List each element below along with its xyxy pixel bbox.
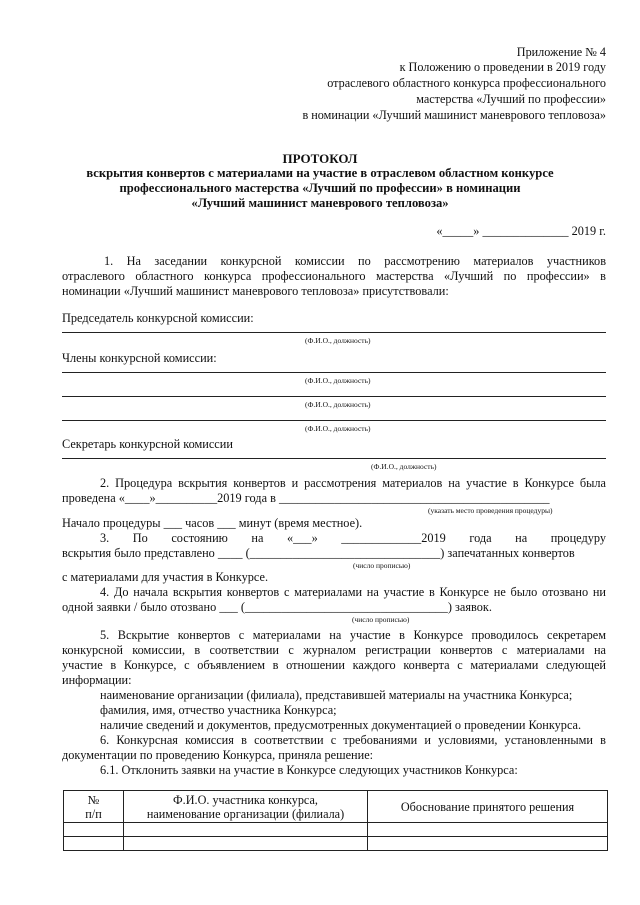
p4-line-2: одной заявки / было отозвано ___ (_________________________________) заявок. [62, 600, 492, 614]
p6-line-3: 6.1. Отклонить заявки на участие в Конкурсе следующих участников Конкурса: [100, 763, 518, 777]
table-row [64, 837, 608, 851]
header-justification: Обоснование принятого решения [368, 791, 608, 823]
p5-item-documents: наличие сведений и документов, предусмотренных документацией о проведении Конкурса. [100, 718, 582, 732]
table-row [64, 823, 608, 837]
p5-line-4: информации: [62, 673, 132, 687]
p2-line-2: проведена «____»__________2019 года в ____________________________________________ [62, 491, 550, 505]
chair-caption: (Ф.И.О., должность) [305, 336, 371, 345]
member-caption-2: (Ф.И.О., должность) [305, 400, 371, 409]
p6-line-1: 6. Конкурсная комиссия в соответствии с требованиями и условиями, установленными в [100, 733, 606, 747]
member-line-3 [62, 420, 606, 421]
p3-line-1: 3. По состоянию на «___» _____________2019 года на процедуру [100, 531, 606, 545]
members-label: Члены конкурсной комиссии: [62, 351, 217, 365]
p5-line-2: конкурсной комиссии, в соответствии с журналом регистрации конвертов с материалами на [62, 643, 606, 657]
appendix-regulation: к Положению о проведении в 2019 году [399, 60, 606, 74]
header-number-pp: п/п [85, 806, 102, 821]
table-cell[interactable] [64, 837, 124, 851]
document-subtitle-1: вскрытия конвертов с материалами на участие в отраслевом областном конкурсе [86, 166, 554, 180]
member-line-1 [62, 372, 606, 373]
chair-label: Председатель конкурсной комиссии: [62, 311, 254, 325]
header-participant-line1: Ф.И.О. участника конкурса, [173, 792, 318, 807]
member-line-2 [62, 396, 606, 397]
document-title: ПРОТОКОЛ [282, 151, 358, 166]
p4-line-1: 4. До начала вскрытия конвертов с материалами на участие в Конкурсе не было отозвано ни [100, 585, 606, 599]
p1-line-2: отраслевого областного конкурса профессионального мастерства «Лучший по профессии» в [62, 269, 606, 283]
secretary-label: Секретарь конкурсной комиссии [62, 437, 233, 451]
document-subtitle-3: «Лучший машинист маневрового тепловоза» [191, 196, 449, 210]
table-cell[interactable] [124, 823, 368, 837]
p1-line-1: 1. На заседании конкурсной комиссии по рассмотрению материалов участников [104, 254, 606, 268]
header-participant-line2: наименование организации (филиала) [146, 806, 345, 821]
table-cell[interactable] [64, 823, 124, 837]
p5-item-full-name: фамилия, имя, отчество участника Конкурса; [100, 703, 337, 717]
p3-line-2: вскрытия было представлено ____ (_______________________________) запечатанных конвертов [62, 546, 575, 560]
document-subtitle-2: профессионального мастерства «Лучший по профессии» в номинации [119, 181, 521, 195]
secretary-line [62, 458, 606, 459]
table-header-row [64, 791, 608, 823]
p5-line-1: 5. Вскрытие конвертов с материалами на участие в Конкурсе проводилось секретарем [100, 628, 606, 642]
appendix-number: Приложение № 4 [516, 45, 606, 59]
p5-item-organization: наименование организации (филиала), представившей материалы на участника Конкурса; [100, 688, 573, 702]
table-cell[interactable] [368, 823, 608, 837]
p5-line-3: участие в Конкурсе, с объявлением в отношении каждого конверта с материалами следующей [62, 658, 606, 672]
table-cell[interactable] [124, 837, 368, 851]
secretary-caption: (Ф.И.О., должность) [371, 462, 437, 471]
p3-line-3: с материалами для участия в Конкурсе. [62, 570, 269, 584]
table-cell[interactable] [368, 837, 608, 851]
header-number [64, 791, 124, 823]
appendix-contest: отраслевого областного конкурса профессионального [327, 76, 606, 90]
p1-line-3: номинации «Лучший машинист маневрового тепловоза» присутствовали: [62, 284, 449, 298]
member-caption-3: (Ф.И.О., должность) [305, 424, 371, 433]
p6-line-2: документации по проведению Конкурса, приняла решение: [62, 748, 374, 762]
p2-line-3: Начало процедуры ___ часов ___ минут (время местное). [62, 516, 363, 530]
p2-caption: (указать место проведения процедуры) [428, 506, 553, 515]
header-participant [124, 791, 368, 823]
rejected-participants-table [63, 790, 608, 851]
chair-line [62, 332, 606, 333]
p4-caption: (число прописью) [352, 615, 410, 624]
appendix-nomination: в номинации «Лучший машинист маневрового тепловоза» [302, 108, 606, 122]
date-line: «_____» ______________ 2019 г. [436, 224, 606, 238]
appendix-mastery: мастерства «Лучший по профессии» [416, 92, 606, 106]
p2-line-1: 2. Процедура вскрытия конвертов и рассмотрения материалов на участие в Конкурсе была [100, 476, 606, 490]
header-number-sign: № [87, 792, 100, 807]
p3-caption: (число прописью) [353, 561, 411, 570]
member-caption-1: (Ф.И.О., должность) [305, 376, 371, 385]
